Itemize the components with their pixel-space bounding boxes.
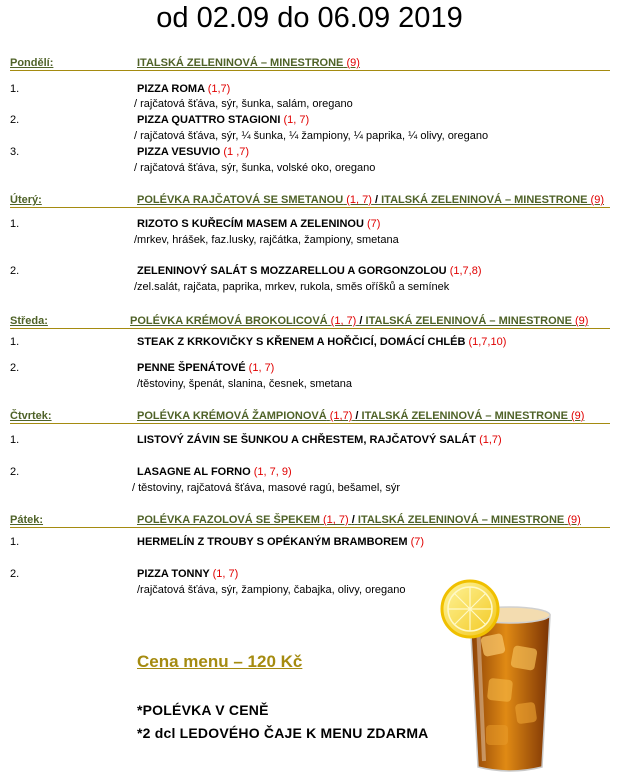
dish-ingredients: / rajčatová šťáva, sýr, šunka, salám, oregano	[134, 98, 353, 110]
dish-number: 1.	[10, 83, 20, 95]
section-divider	[10, 70, 610, 71]
dish-allergens: (1, 7)	[283, 114, 310, 126]
soup-allergens: (9)	[590, 194, 604, 206]
soup-separator: /	[355, 410, 359, 422]
free-tea-note: *2 dcl LEDOVÉHO ČAJE K MENU ZDARMA	[137, 725, 429, 741]
dish-allergens: (1, 7)	[248, 362, 275, 374]
section-divider	[10, 423, 610, 424]
soup-allergens: (9)	[346, 57, 360, 69]
dish-allergens: (1,7)	[479, 434, 502, 446]
soup-line-tuesday	[137, 194, 604, 206]
dish-allergens: (1, 7, 9)	[253, 466, 292, 478]
dish-name	[137, 536, 424, 548]
soup-name: POLÉVKA KRÉMOVÁ ŽAMPIONOVÁ	[137, 410, 327, 422]
dish-number: 2.	[10, 114, 20, 126]
soup-name: ITALSKÁ ZELENINOVÁ – MINESTRONE	[361, 410, 568, 422]
soup-name: POLÉVKA KRÉMOVÁ BROKOLICOVÁ	[130, 315, 328, 327]
dish-allergens: (1 ,7)	[223, 146, 250, 158]
dish-number: 2.	[10, 362, 20, 374]
menu-price: Cena menu – 120 Kč	[137, 652, 303, 671]
day-label-wednesday: Středa:	[10, 315, 48, 327]
dish-ingredients: /rajčatová šťáva, sýr, žampiony, čabajka, olivy, oregano	[137, 584, 406, 596]
dish-number: 2.	[10, 466, 20, 478]
day-label-thursday: Čtvrtek:	[10, 410, 52, 422]
dish-name	[137, 336, 506, 348]
dish-title: PIZZA QUATTRO STAGIONI	[137, 114, 281, 126]
section-divider	[10, 207, 610, 208]
dish-allergens: (7)	[367, 218, 381, 230]
page-title: od 02.09 do 06.09 2019	[156, 2, 463, 34]
soup-separator: /	[359, 315, 363, 327]
dish-title: PIZZA VESUVIO	[137, 146, 221, 158]
soup-line-monday	[137, 57, 360, 69]
dish-title: PIZZA ROMA	[137, 83, 205, 95]
soup-allergens: (9)	[570, 410, 585, 422]
soup-allergens: (1, 7)	[330, 315, 357, 327]
dish-ingredients: / rajčatová šťáva, sýr, ¼ šunka, ¼ žampiony, ¼ paprika, ¼ olivy, oregano	[134, 130, 489, 142]
dish-title: LISTOVÝ ZÁVIN SE ŠUNKOU A CHŘESTEM, RAJČATOVÝ SALÁT	[137, 434, 476, 446]
dish-number: 1.	[10, 218, 20, 230]
dish-allergens: (1,7)	[207, 83, 231, 95]
dish-title: RIZOTO S KUŘECÍM MASEM A ZELENINOU	[137, 218, 364, 230]
dish-allergens: (1, 7)	[212, 568, 239, 580]
dish-ingredients: /mrkev, hrášek, faz.lusky, rajčátka, žampiony, smetana	[134, 234, 399, 246]
dish-number: 1.	[10, 536, 20, 548]
dish-number: 1.	[10, 336, 20, 348]
dish-title: STEAK Z KRKOVIČKY S KŘENEM A HOŘČICÍ, DOMÁCÍ CHLÉB	[137, 336, 466, 348]
soup-name: ITALSKÁ ZELENINOVÁ – MINESTRONE	[381, 194, 588, 206]
soup-allergens: (1,7)	[329, 410, 353, 422]
soup-allergens: (1, 7)	[346, 194, 372, 206]
section-divider	[10, 527, 610, 528]
dish-ingredients: / rajčatová šťáva, sýr, šunka, volské oko, oregano	[134, 162, 376, 174]
dish-name	[137, 83, 230, 95]
dish-allergens: (1,7,10)	[468, 336, 507, 348]
dish-number: 1.	[10, 434, 20, 446]
dish-name	[137, 146, 249, 158]
soup-allergens: (1, 7)	[323, 514, 349, 526]
day-label-tuesday: Úterý:	[10, 194, 42, 206]
soup-name: POLÉVKA RAJČATOVÁ SE SMETANOU	[137, 194, 344, 206]
section-divider	[10, 328, 610, 329]
soup-line-friday	[137, 514, 581, 526]
soup-name: ITALSKÁ ZELENINOVÁ – MINESTRONE	[365, 315, 572, 327]
iced-tea-glass-icon	[430, 575, 590, 775]
soup-line-wednesday	[130, 315, 588, 327]
soup-allergens: (9)	[567, 514, 581, 526]
dish-title: HERMELÍN Z TROUBY S OPÉKANÝM BRAMBOREM	[137, 536, 408, 548]
dish-name	[137, 114, 309, 126]
dish-ingredients: / těstoviny, rajčatová šťáva, masové ragú, bešamel, sýr	[132, 482, 401, 494]
dish-allergens: (1,7,8)	[449, 265, 482, 277]
soup-included-note: *POLÉVKA V CENĚ	[137, 702, 269, 718]
day-label-monday: Pondělí:	[10, 57, 54, 69]
soup-separator: /	[351, 514, 355, 526]
soup-name: POLÉVKA FAZOLOVÁ SE ŠPEKEM	[137, 514, 320, 526]
dish-title: PIZZA TONNY	[137, 568, 210, 580]
dish-title: ZELENINOVÝ SALÁT S MOZZARELLOU A GORGONZOLOU	[137, 265, 447, 277]
soup-name: ITALSKÁ ZELENINOVÁ – MINESTRONE	[137, 57, 344, 69]
soup-separator: /	[374, 194, 379, 206]
dish-number: 2.	[10, 265, 20, 277]
dish-number: 3.	[10, 146, 20, 158]
soup-name: ITALSKÁ ZELENINOVÁ – MINESTRONE	[357, 514, 565, 526]
dish-title: PENNE ŠPENÁTOVÉ	[137, 362, 246, 374]
day-label-friday: Pátek:	[10, 514, 44, 526]
soup-allergens: (9)	[574, 315, 589, 327]
dish-name	[137, 218, 380, 230]
dish-ingredients: /zel.salát, rajčata, paprika, mrkev, rukola, směs oříšků a semínek	[134, 281, 450, 293]
dish-name	[137, 362, 274, 374]
dish-ingredients: /těstoviny, špenát, slanina, česnek, smetana	[137, 378, 353, 390]
dish-name	[137, 568, 238, 580]
dish-name	[137, 265, 481, 277]
dish-name	[137, 466, 292, 478]
dish-name	[137, 434, 502, 446]
soup-line-thursday	[137, 410, 584, 422]
dish-allergens: (7)	[410, 536, 425, 548]
dish-title: LASAGNE AL FORNO	[137, 466, 251, 478]
dish-number: 2.	[10, 568, 20, 580]
